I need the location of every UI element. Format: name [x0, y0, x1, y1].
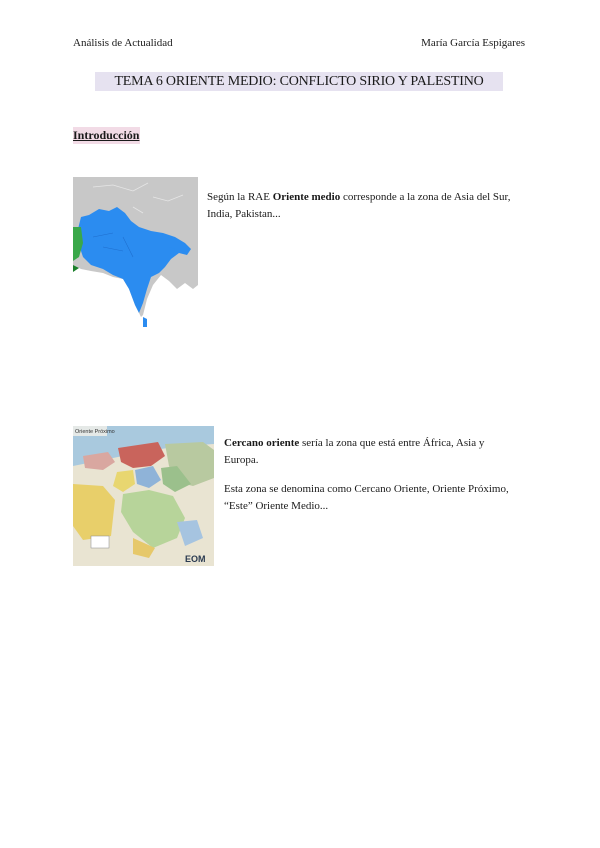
paragraph-cercano-oriente	[224, 435, 514, 469]
page-title: TEMA 6 ORIENTE MEDIO: CONFLICTO SIRIO Y PALESTINO	[95, 72, 503, 91]
map2-logo: EOM	[185, 554, 206, 564]
paragraph-oriente-medio	[207, 189, 517, 223]
near-east-map-image	[73, 426, 214, 566]
header-left: Análisis de Actualidad	[73, 37, 173, 49]
map2-mini-title: Oriente Próximo	[75, 429, 115, 435]
paragraph-cercano-oriente-post: sería la zona que está entre África, Asia y Europa.	[224, 437, 485, 466]
south-asia-map-image	[73, 177, 198, 332]
header-right: María García Espigares	[421, 37, 525, 49]
paragraph-oriente-medio-post: corresponde a la zona de Asia del Sur, India, Pakistan...	[207, 191, 511, 220]
term-oriente-medio: Oriente medio	[272, 191, 341, 203]
section-heading: Introducción	[73, 128, 140, 142]
paragraph-denominaciones: Esta zona se denomina como Cercano Oriente, Oriente Próximo, “Este” Oriente Medio...	[224, 483, 509, 512]
term-cercano-oriente: Cercano oriente	[224, 437, 300, 449]
paragraph-oriente-medio-pre: Según la RAE	[207, 191, 273, 203]
